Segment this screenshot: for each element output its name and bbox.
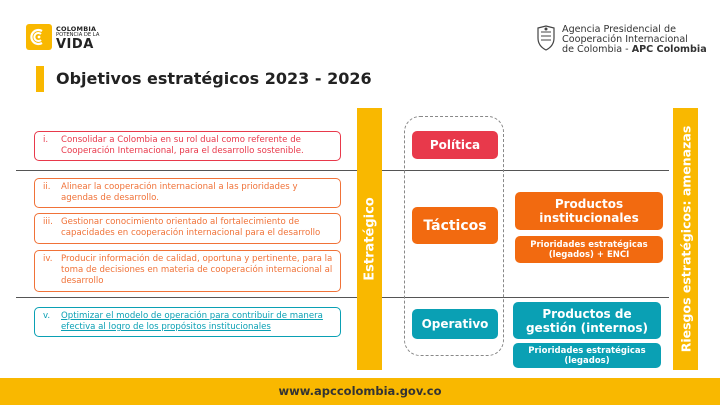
prioridades-legados-pill: Prioridades estratégicas (legados)	[513, 343, 661, 368]
objective-item-5	[34, 307, 341, 337]
productos-institucionales-pill: Productos institucionales	[515, 192, 663, 230]
objective-item-1	[34, 131, 341, 161]
logo-text-potencia: POTENCIA DE LA	[56, 32, 100, 38]
estrategico-band	[357, 108, 382, 370]
objective-number: iii.	[43, 217, 53, 227]
riesgos-band	[673, 108, 698, 370]
objective-number: i.	[43, 135, 49, 145]
objective-item-4	[34, 250, 341, 292]
agency-name-line2: Cooperación Internacional	[562, 34, 688, 45]
objective-item-3	[34, 213, 341, 244]
colombia-potencia-logo-icon	[26, 24, 52, 50]
objective-text: Optimizar el modelo de operación para contribuir de manera efectiva al logro de los propósitos institucionales	[61, 311, 323, 332]
divider-bottom	[16, 297, 669, 298]
objective-number: ii.	[43, 182, 51, 192]
agency-name-line3-regular: de Colombia -	[562, 44, 632, 55]
agency-name-line3-bold: APC Colombia	[631, 44, 707, 55]
agency-name-line1: Agencia Presidencial de	[562, 24, 677, 35]
apc-colombia-logo	[534, 24, 707, 55]
objective-text: Alinear la cooperación internacional a las prioridades y agendas de desarrollo.	[61, 182, 298, 203]
title-accent-bar	[36, 66, 44, 92]
objective-item-2	[34, 178, 341, 208]
objective-text: Gestionar conocimiento orientado al fortalecimiento de capacidades en cooperación internacional para el desarrollo	[61, 217, 321, 238]
objective-number: iv.	[43, 254, 53, 264]
colombia-potencia-logo	[26, 24, 136, 50]
page-title: Objetivos estratégicos 2023 - 2026	[56, 69, 372, 88]
estrategico-label: Estratégico	[362, 197, 377, 281]
logo-text-vida: VIDA	[56, 37, 94, 52]
productos-gestion-pill: Productos de gestión (internos)	[513, 302, 661, 339]
colombia-seal-icon	[534, 24, 558, 52]
logo-text-colombia: COLOMBIA	[56, 25, 97, 33]
riesgos-label: Riesgos estratégicos: amenazas	[678, 125, 693, 353]
objective-number: v.	[43, 311, 51, 321]
objective-text: Producir información de calidad, oportuna y pertinente, para la toma de decisiones en materia de cooperación internacional al desarrollo	[61, 254, 333, 286]
tacticos-pill: Tácticos	[412, 207, 498, 244]
footer-bar	[0, 378, 720, 405]
agency-name-line3	[562, 45, 707, 55]
objective-text: Consolidar a Colombia en su rol dual como referente de Cooperación Internacional, para el desarrollo sostenible.	[61, 135, 304, 156]
divider-top	[16, 170, 669, 171]
footer-url-link[interactable]: www.apccolombia.gov.co	[278, 384, 442, 398]
operativo-pill: Operativo	[412, 309, 498, 339]
politica-pill: Política	[412, 131, 498, 159]
prioridades-enci-pill: Prioridades estratégicas (legados) + ENCI	[515, 236, 663, 263]
